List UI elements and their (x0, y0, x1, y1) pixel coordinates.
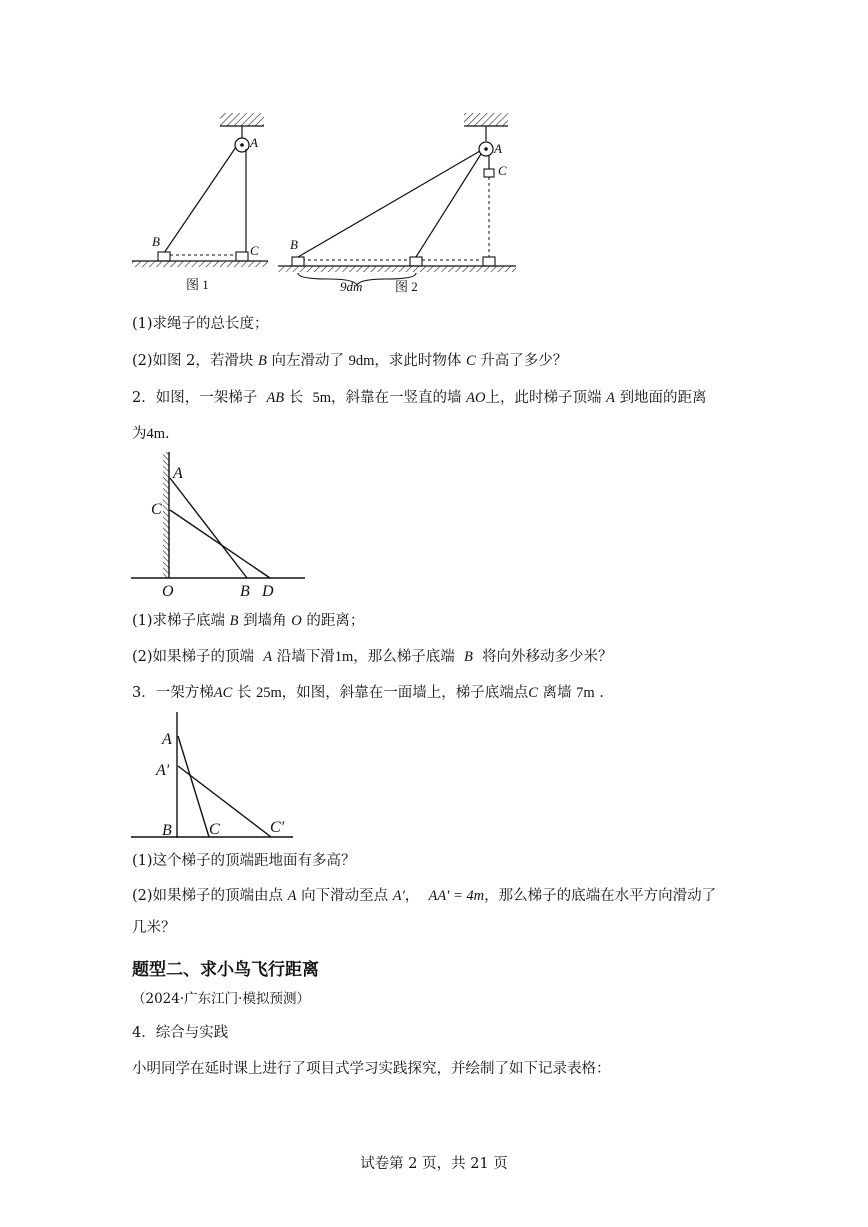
figure-1 (132, 113, 268, 292)
q3-fig-label-c: C (209, 821, 220, 838)
q2-stem-line1 (132, 387, 736, 409)
q1-p2-a: (2)如图 2，若滑块 (132, 353, 254, 369)
fig1-label-c: C (250, 243, 259, 258)
q2-p1-c: 到墙角 (243, 613, 287, 629)
q3-part2-line1 (132, 885, 716, 907)
q2-l2-val: 4m (146, 426, 166, 442)
q2-p2-aa: A (263, 649, 273, 665)
q3-l1-c: ，如图，斜靠在一面墙上，梯子底端点 (281, 685, 529, 701)
q1-p2-val: 9dm (348, 353, 375, 369)
q2-p1-o: O (291, 613, 302, 629)
q4-title: 4．综合与实践 (132, 1025, 229, 1041)
q2-p2-b: 沿墙下滑 (276, 649, 335, 665)
q3-l1-b: 长 (236, 685, 252, 701)
q3-p2-c: ， (404, 888, 420, 904)
q3-l1-dist: 7m (576, 685, 595, 701)
q4-source: （2024·广东江门·模拟预测） (132, 991, 310, 1007)
q2-p2-a: (2)如果梯子的顶端 (132, 649, 255, 665)
q2-fig-label-o: O (162, 583, 174, 600)
figure-2 (278, 113, 516, 294)
q1-part1: (1)求绳子的总长度； (132, 316, 269, 332)
q2-l1-ao: AO (466, 390, 486, 406)
q2-p1-b: B (229, 613, 239, 629)
q3-p2-aa: A (287, 888, 297, 904)
q1-p2-d: ，求此时物体 (374, 353, 462, 369)
q2-fig-label-d: D (262, 583, 274, 600)
q2-l1-aa: A (606, 390, 615, 406)
q3-part2-line2: 几米？ (132, 920, 176, 936)
page-footer: 试卷第 2 页，共 21 页 (360, 1156, 508, 1172)
fig2-caption: 图 2 (395, 279, 418, 294)
fig1-caption: 图 1 (186, 277, 209, 292)
fig1-label-a: A (250, 135, 258, 150)
q4-text: 小明同学在延时课上进行了项目式学习实践探究，并绘制了如下记录表格： (132, 1061, 611, 1077)
fig2-label-c: C (498, 163, 507, 178)
q3-l1-a: 3．一架方梯 (132, 685, 214, 701)
fig2-distance: 9dm (340, 279, 363, 294)
q2-l2-b: . (165, 426, 170, 442)
q2-l1-a: 2．如图，一架梯子 (132, 390, 258, 406)
fig2-label-b: B (290, 237, 298, 252)
q3-fig-label-a: A (162, 731, 172, 748)
q3-fig-label-a-prime: A′ (156, 762, 170, 779)
q3-l1-cc: C (528, 685, 538, 701)
q2-p1-d: 的距离； (306, 613, 365, 629)
q2-p2-bb: B (463, 649, 473, 665)
q3-part1: (1)这个梯子的顶端距地面有多高？ (132, 853, 356, 869)
q2-l1-e: 到地面的距离 (619, 390, 707, 406)
q1-p2-f: 升高了多少？ (480, 353, 568, 369)
q2-l1-d: 上，此时梯子顶端 (485, 390, 602, 406)
fig2-label-a: A (494, 141, 502, 156)
q2-stem-line2 (132, 423, 170, 445)
q2-l1-ab: AB (266, 390, 285, 406)
q3-l1-d: 离墙 (542, 685, 572, 701)
q1-part2 (132, 350, 567, 372)
q3-l1-ac: AC (213, 685, 233, 701)
q3-fig-label-c-prime: C′ (270, 819, 285, 836)
q3-p2-aprime: A′ (392, 888, 405, 904)
q2-ladder-figure (125, 450, 315, 602)
q2-l1-b: 长 (288, 390, 304, 406)
pulley-figures (120, 105, 530, 300)
q2-l1-len: 5m (312, 390, 332, 406)
q1-p2-e: C (465, 353, 476, 369)
q2-p2-c: ，那么梯子底端 (353, 649, 455, 665)
q2-l2-a: 为 (132, 426, 147, 442)
q2-part1 (132, 610, 364, 632)
q2-l1-c: ，斜靠在一竖直的墙 (331, 390, 462, 406)
q3-p2-d: ，那么梯子的底端在水平方向滑动了 (484, 888, 717, 904)
q3-l1-len: 25m (255, 685, 282, 701)
q2-fig-label-c: C (151, 501, 162, 518)
q2-part2 (132, 646, 613, 668)
q1-p2-c: 向左滑动了 (271, 353, 344, 369)
q2-p2-d: 将向外移动多少米？ (482, 649, 613, 665)
q2-p1-a: (1)求梯子底端 (132, 613, 226, 629)
q3-p2-a: (2)如果梯子的顶端由点 (132, 888, 284, 904)
q3-p2-b: 向下滑动至点 (301, 888, 389, 904)
q3-ladder-figure (125, 708, 300, 840)
q3-l1-e: . (599, 685, 604, 701)
q2-p2-val: 1m (334, 649, 354, 665)
q3-fig-label-b: B (162, 822, 172, 839)
section-heading: 题型二、求小鸟飞行距离 (132, 960, 319, 980)
q3-p2-eq: AA′ = 4m (428, 888, 485, 904)
fig1-label-b: B (152, 234, 160, 249)
q1-p2-b: B (257, 353, 267, 369)
q3-stem (132, 682, 604, 704)
q2-fig-label-b: B (240, 583, 250, 600)
q2-fig-label-a: A (173, 465, 183, 482)
